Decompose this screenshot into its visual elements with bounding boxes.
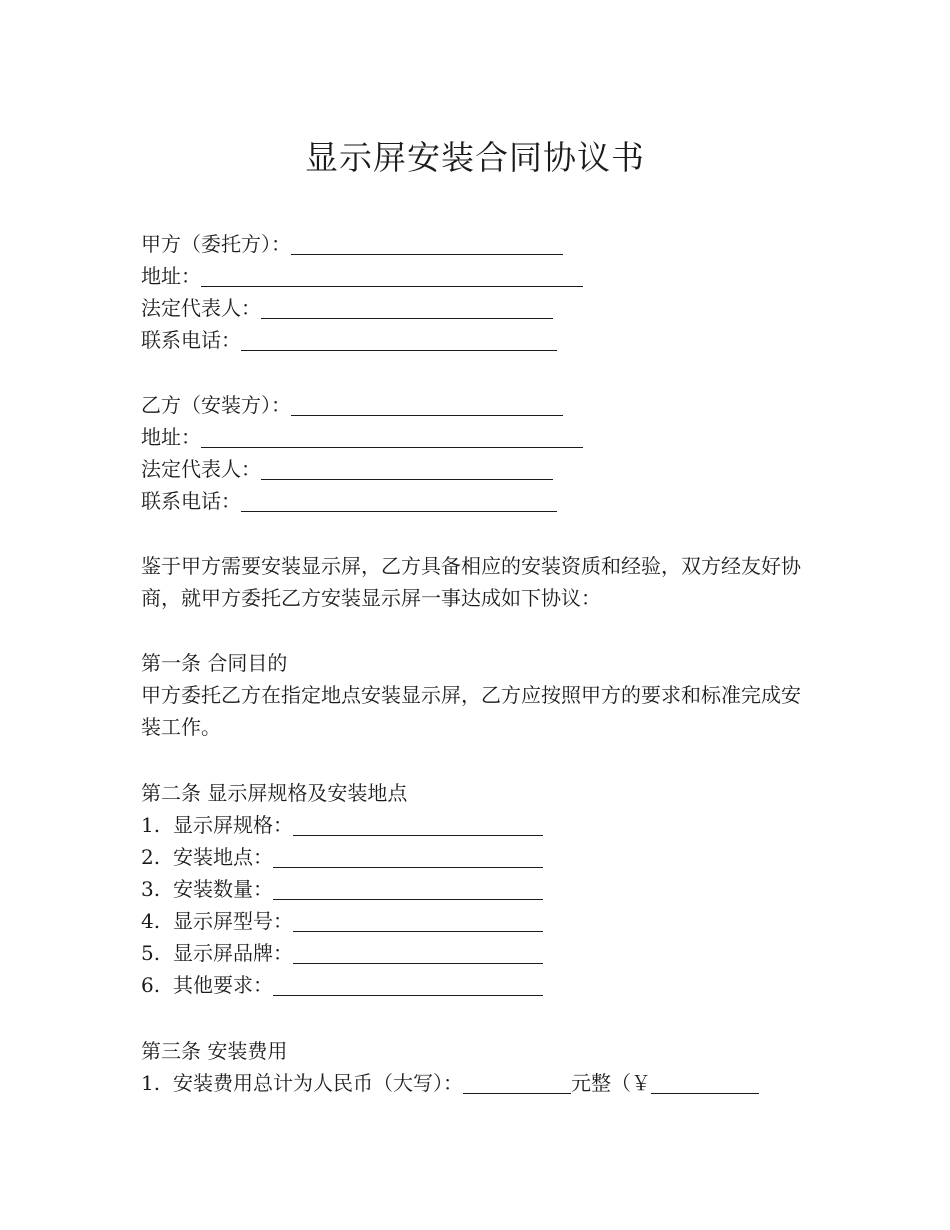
item-blank[interactable]: [293, 909, 543, 932]
party-a-phone-line: [141, 324, 557, 356]
item-number: 1.: [141, 813, 161, 837]
fee-mid-text: 元整（￥: [571, 1071, 651, 1095]
item-blank[interactable]: [293, 941, 543, 964]
party-b-rep-blank[interactable]: [261, 457, 553, 480]
article1-heading: 第一条 合同目的: [141, 651, 288, 675]
party-b-address-blank[interactable]: [201, 425, 583, 448]
party-b-rep-line: [141, 453, 553, 485]
party-b-phone-blank[interactable]: [241, 489, 557, 512]
item-number: 3.: [141, 877, 161, 901]
item-label: 显示屏品牌：: [173, 941, 293, 965]
document-title: 显示屏安装合同协议书: [305, 138, 645, 177]
item-blank[interactable]: [273, 877, 543, 900]
party-a-address-line: [141, 260, 583, 292]
party-a-rep-line: [141, 292, 553, 324]
party-a-name-blank[interactable]: [291, 232, 563, 255]
item-label: 显示屏型号：: [173, 909, 293, 933]
party-b-address-line: [141, 421, 583, 453]
item-blank[interactable]: [293, 813, 543, 836]
party-a-phone-blank[interactable]: [241, 328, 557, 351]
item-blank[interactable]: [273, 973, 543, 996]
item-label: 安装地点：: [173, 845, 273, 869]
fee-amount-number-blank[interactable]: [651, 1071, 759, 1094]
party-a-name-line: [141, 228, 563, 260]
article2-item: [141, 905, 543, 937]
party-b-name-blank[interactable]: [291, 393, 563, 416]
party-a-address-blank[interactable]: [201, 264, 583, 287]
article2-item: [141, 841, 543, 873]
item-number: 6.: [141, 973, 161, 997]
article2-heading: 第二条 显示屏规格及安装地点: [141, 781, 408, 805]
item-blank[interactable]: [273, 845, 543, 868]
article3-heading: 第三条 安装费用: [141, 1039, 288, 1063]
item-number: 5.: [141, 941, 161, 965]
item-number: 4.: [141, 909, 161, 933]
item-label: 其他要求：: [173, 973, 273, 997]
party-b-phone-label: 联系电话：: [141, 489, 241, 513]
party-b-address-label: 地址：: [141, 425, 201, 449]
article3-item1: [141, 1067, 759, 1099]
party-a-rep-label: 法定代表人：: [141, 296, 261, 320]
article2-item: [141, 873, 543, 905]
party-a-name-label: 甲方（委托方）：: [141, 232, 291, 256]
party-a-rep-blank[interactable]: [261, 296, 553, 319]
party-a-phone-label: 联系电话：: [141, 328, 241, 352]
party-b-phone-line: [141, 485, 557, 517]
article2-item: [141, 937, 543, 969]
item-label: 安装数量：: [173, 877, 273, 901]
article2-item: [141, 809, 543, 841]
article1-body: 甲方委托乙方在指定地点安装显示屏，乙方应按照甲方的要求和标准完成安装工作。: [141, 683, 801, 739]
item-label: 显示屏规格：: [173, 813, 293, 837]
fee-amount-words-blank[interactable]: [463, 1071, 571, 1094]
article2-item: [141, 969, 543, 1001]
preamble-paragraph: 鉴于甲方需要安装显示屏，乙方具备相应的安装资质和经验，双方经友好协商，就甲方委托乙方安装显示屏一事达成如下协议：: [141, 554, 801, 610]
party-b-name-label: 乙方（安装方）：: [141, 393, 291, 417]
party-b-rep-label: 法定代表人：: [141, 457, 261, 481]
party-a-address-label: 地址：: [141, 264, 201, 288]
fee-text: 安装费用总计为人民币（大写）：: [173, 1071, 463, 1095]
party-b-name-line: [141, 389, 563, 421]
item-number: 1.: [141, 1071, 161, 1095]
item-number: 2.: [141, 845, 161, 869]
